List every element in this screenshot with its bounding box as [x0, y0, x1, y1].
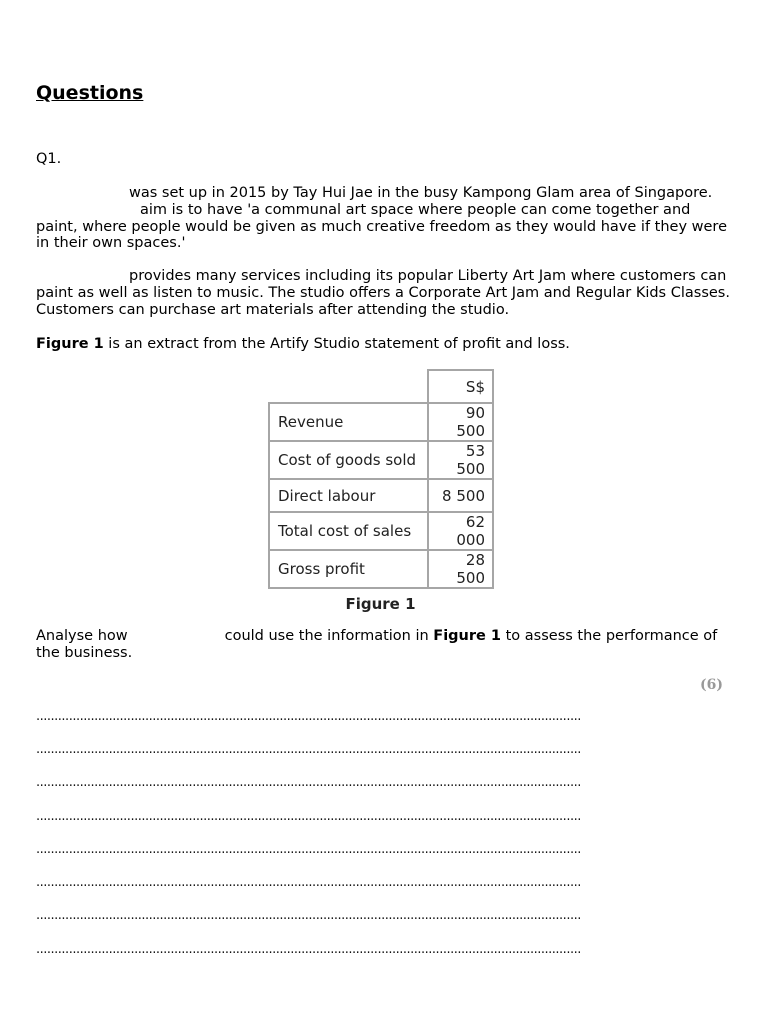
- table-row: [269, 441, 493, 479]
- intro-line-2: aim is to have 'a communal art space where people can come together and paint,: [36, 201, 691, 235]
- answer-line[interactable]: ......................................................................................................................................................: [36, 842, 581, 857]
- row-value: 53 500: [428, 441, 493, 479]
- answer-line[interactable]: ......................................................................................................................................................: [36, 908, 581, 923]
- services-line-1: provides many services including its popular Liberty Art Jam where customers can: [129, 268, 727, 284]
- answer-line[interactable]: ......................................................................................................................................................: [36, 742, 581, 757]
- row-label: Revenue: [269, 403, 428, 441]
- table-row: [269, 479, 493, 512]
- page-title: Questions: [36, 82, 144, 104]
- answer-line[interactable]: ......................................................................................................................................................: [36, 942, 581, 957]
- marks-indicator: (6): [700, 677, 723, 693]
- row-label: Gross profit: [269, 550, 428, 588]
- table-row: [269, 550, 493, 588]
- table-row: [269, 512, 493, 550]
- row-value: 90 500: [428, 403, 493, 441]
- figure-intro-text: is an extract from the Artify Studio statement of profit and loss.: [103, 336, 570, 352]
- answer-line[interactable]: ......................................................................................................................................................: [36, 709, 581, 724]
- prompt-middle: could use the information in: [224, 628, 429, 644]
- figure-caption: Figure 1: [345, 595, 416, 613]
- row-label: Cost of goods sold: [269, 441, 428, 479]
- question-number: Q1.: [36, 151, 62, 167]
- row-value: 8 500: [428, 479, 493, 512]
- prompt-start: Analyse how: [36, 628, 128, 644]
- answer-line[interactable]: ......................................................................................................................................................: [36, 775, 581, 790]
- table-row: [269, 403, 493, 441]
- figure-reference: Figure 1: [36, 336, 104, 352]
- services-rest: paint as well as listen to music. The studio offers a Corporate Art Jam and Regular Kids Classes. Customers can purchase art materials after attending the studio.: [36, 284, 730, 318]
- intro-line-1: was set up in 2015 by Tay Hui Jae in the busy Kampong Glam area of Singapore.: [129, 185, 713, 201]
- paragraph-figure-intro: [36, 336, 736, 353]
- paragraph-intro: [36, 185, 736, 252]
- prompt-figure-reference: Figure 1: [433, 628, 501, 644]
- row-value: 62 000: [428, 512, 493, 550]
- answer-line[interactable]: ......................................................................................................................................................: [36, 875, 581, 890]
- table-header-row: [269, 370, 493, 403]
- prompt-end: to assess the performance of the business.: [36, 628, 718, 661]
- answer-line[interactable]: ......................................................................................................................................................: [36, 809, 581, 824]
- row-label: Direct labour: [269, 479, 428, 512]
- row-value: 28 500: [428, 550, 493, 588]
- question-prompt: [36, 628, 736, 662]
- paragraph-services: [36, 268, 736, 318]
- row-label: Total cost of sales: [269, 512, 428, 550]
- intro-rest: where people would be given as much creative freedom as they would have if they were in their own spaces.': [36, 218, 727, 252]
- currency-header: S$: [428, 370, 493, 403]
- profit-loss-table: [268, 369, 494, 589]
